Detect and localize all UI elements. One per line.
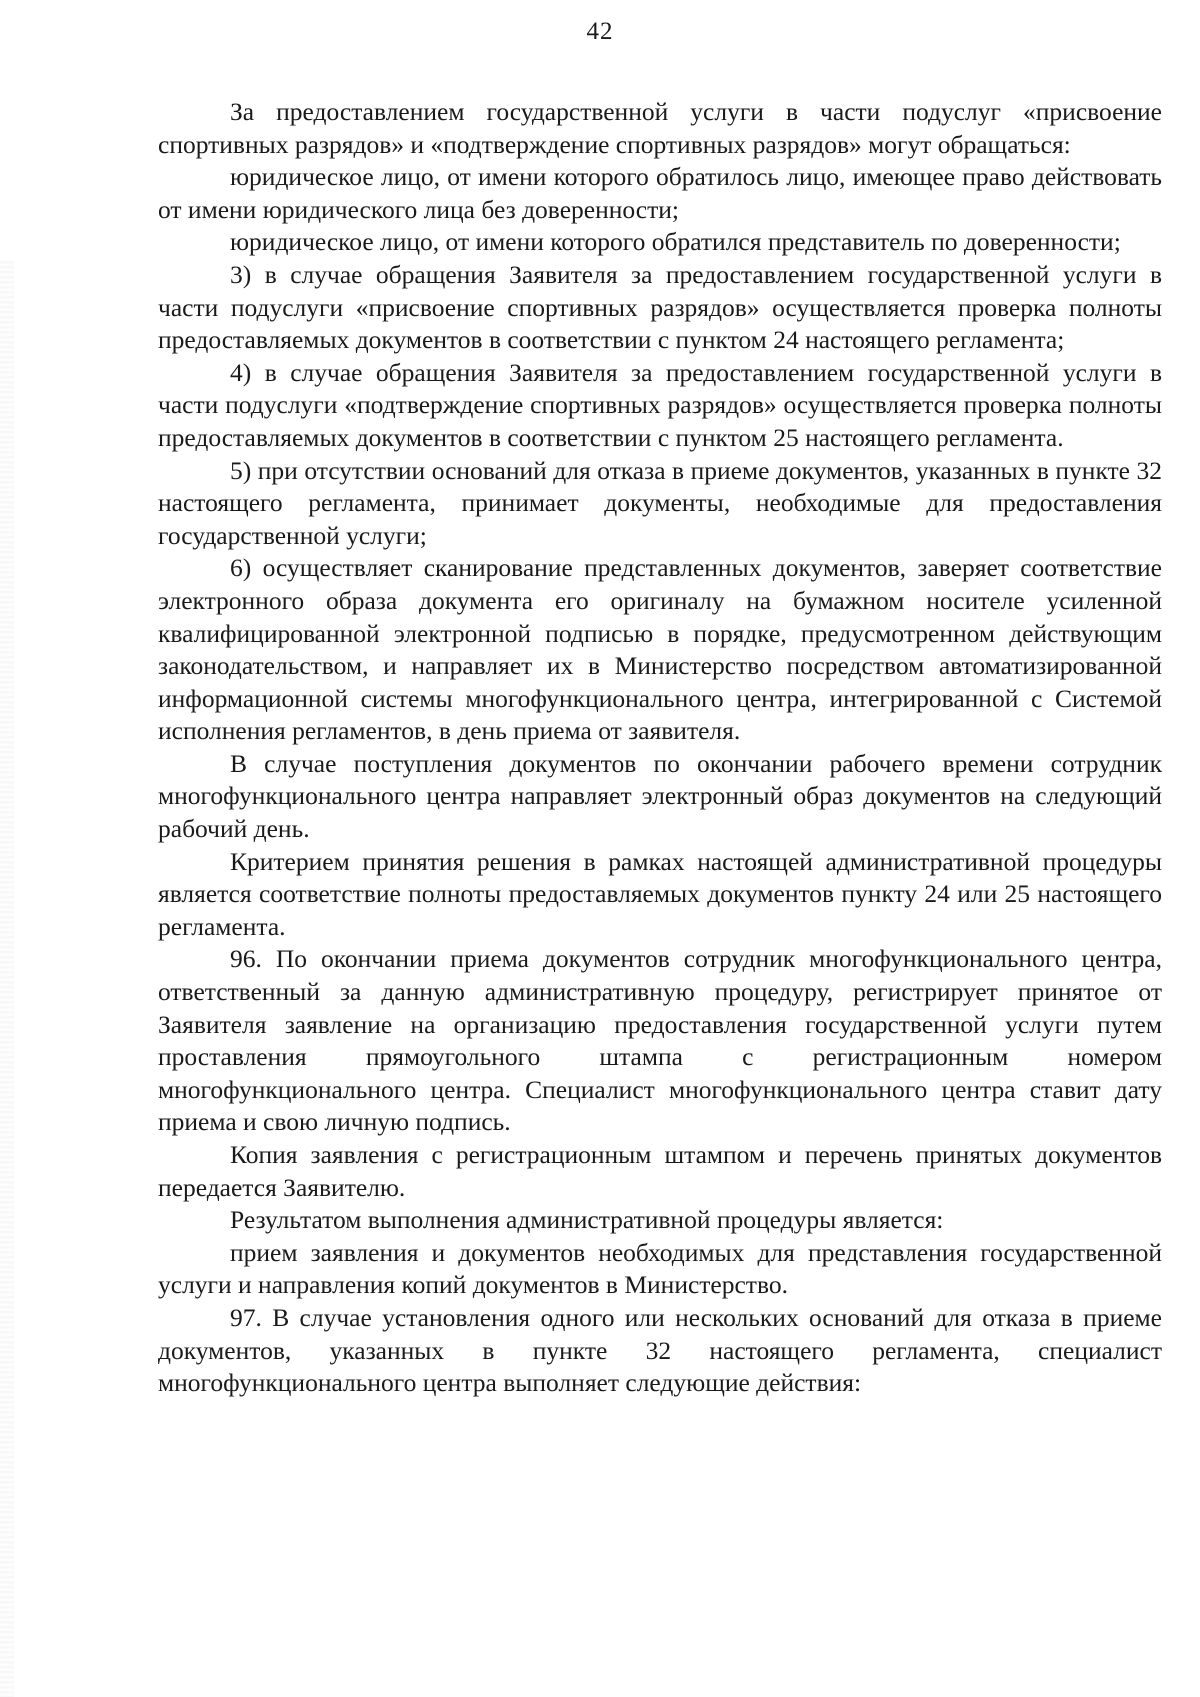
paragraph-decision-criterion: Критерием принятия решения в рамках настоящей административной процедуры является соответствие полноты предоставляемых документов пункту 24 или 25 настоящего регламента. (158, 846, 1162, 941)
paragraph-item-3: 3) в случае обращения Заявителя за предоставлением государственной услуги в части подуслуги «присвоение спортивных разрядов» осуществляется проверка полноты предоставляемых документов в соответствии с пунктом 24 настоящего регламента; (158, 259, 1162, 355)
paragraph-copy-to-applicant: Копия заявления с регистрационным штампом и перечень принятых документов передается Заявителю. (158, 1140, 1162, 1202)
paragraph-section-97: 97. В случае установления одного или нескольких оснований для отказа в приеме документов, указанных в пункте 32 настоящего регламента, специалист многофункционального центра выполняет следующие действия: (158, 1302, 1162, 1398)
paragraph-item-4: 4) в случае обращения Заявителя за предоставлением государственной услуги в части подуслуги «подтверждение спортивных разрядов» осуществляется проверка полноты предоставляемых документов в соответствии с пунктом 25 настоящего регламента. (158, 357, 1162, 452)
scan-edge-artifact (0, 260, 14, 1697)
paragraph-applicants-intro: За предоставлением государственной услуги в части подуслуг «присвоение спортивных разрядов» и «подтверждение спортивных разрядов» могут обращаться: (158, 97, 1162, 159)
document-body (158, 96, 1162, 1400)
paragraph-item-5: 5) при отсутствии оснований для отказа в приеме документов, указанных в пункте 32 настоящего регламента, принимает документы, необходимые для предоставления государственной услуги; (158, 455, 1162, 550)
paragraph-item-6: 6) осуществляет сканирование представленных документов, заверяет соответствие электронного образа документа его оригиналу на бумажном носителе усиленной квалифицированной электронной подписью в порядке, предусмотренном действующим законодательством, и направляет их в Министерство посредством автоматизированной информационной системы многофункционального центра, интегрированной с Системой исполнения регламентов, в день приема от заявителя. (158, 553, 1162, 746)
paragraph-section-96: 96. По окончании приема документов сотрудник многофункционального центра, ответственный за данную административную процедуру, регистрирует принятое от Заявителя заявление на организацию предоставления государственной услуги путем проставления прямоугольного штампа с регистрационным номером многофункционального центра. Специалист многофункционального центра ставит дату приема и свою личную подпись. (158, 944, 1162, 1137)
paragraph-result-body: прием заявления и документов необходимых для представления государственной услуги и направления копий документов в Министерство. (158, 1237, 1162, 1300)
paragraph-legal-entity-proxy: юридическое лицо, от имени которого обратился представитель по доверенности; (230, 227, 1121, 257)
paragraph-result-heading: Результатом выполнения административной процедуры является: (230, 1205, 944, 1235)
page-number: 42 (586, 18, 614, 45)
paragraph-after-hours: В случае поступления документов по окончании рабочего времени сотрудник многофункционального центра направляет электронный образ документов на следующий рабочий день. (158, 748, 1162, 844)
paragraph-legal-entity-no-proxy: юридическое лицо, от имени которого обратилось лицо, имеющее право действовать от имени юридического лица без доверенности; (158, 162, 1162, 224)
